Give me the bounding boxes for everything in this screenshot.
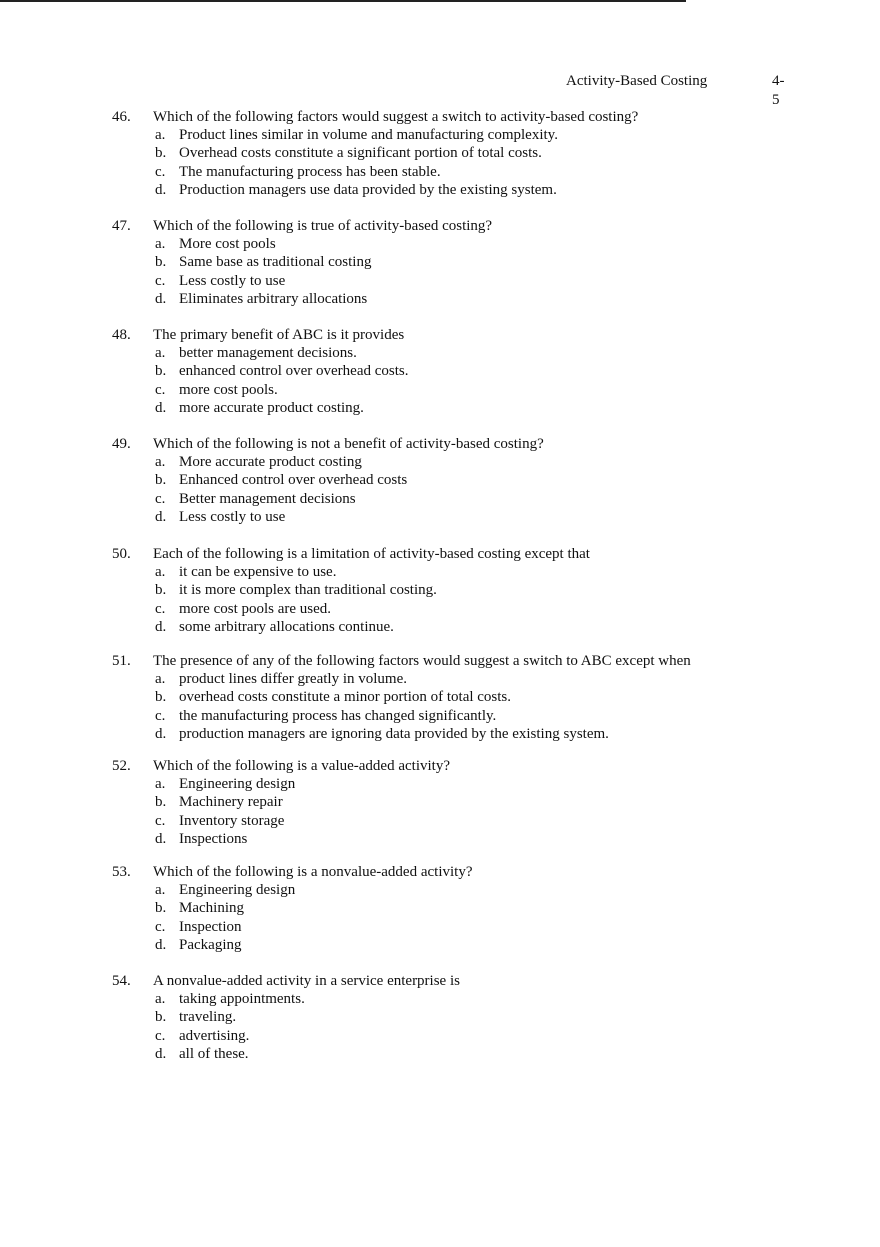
option-letter: c.	[155, 272, 166, 289]
question-48	[112, 326, 752, 418]
answer-option	[112, 381, 752, 399]
answer-option	[112, 688, 752, 706]
option-text: More accurate product costing	[179, 454, 362, 470]
option-letter: d.	[155, 726, 167, 743]
question-stem: Which of the following is a nonvalue-added activity?	[153, 864, 473, 880]
option-letter: b.	[155, 689, 167, 706]
option-letter: b.	[155, 582, 167, 599]
answer-option	[112, 1008, 752, 1026]
answer-option	[112, 290, 752, 308]
option-text: enhanced control over overhead costs.	[179, 363, 409, 380]
answer-option	[112, 453, 752, 471]
answer-option	[112, 272, 752, 290]
answer-option	[112, 181, 752, 199]
option-text: Machining	[179, 900, 244, 917]
answer-option	[112, 881, 752, 899]
question-stem: Which of the following is true of activity-based costing?	[153, 218, 493, 234]
option-letter: b.	[155, 900, 167, 917]
option-text: more accurate product costing.	[179, 400, 364, 417]
answer-option	[112, 163, 752, 181]
question-49	[112, 435, 752, 527]
option-letter: b.	[155, 254, 167, 271]
answer-option	[112, 812, 752, 830]
option-letter: b.	[155, 794, 167, 811]
option-letter: a.	[155, 127, 166, 143]
option-letter: b.	[155, 363, 167, 380]
answer-option	[112, 670, 752, 688]
option-letter: a.	[155, 882, 166, 898]
answer-option	[112, 1045, 752, 1063]
answer-option	[112, 936, 752, 954]
option-text: production managers are ignoring data provided by the existing system.	[179, 726, 609, 743]
option-text: Product lines similar in volume and manufacturing complexity.	[179, 127, 558, 143]
option-text: better management decisions.	[179, 345, 357, 361]
question-51	[112, 652, 752, 744]
option-letter: b.	[155, 145, 167, 162]
option-text: it can be expensive to use.	[179, 564, 337, 580]
option-text: Overhead costs constitute a significant portion of total costs.	[179, 145, 542, 162]
question-stem: Each of the following is a limitation of activity-based costing except that	[153, 546, 590, 562]
question-stem: Which of the following is not a benefit of activity-based costing?	[153, 436, 544, 452]
question-number: 48.	[112, 327, 131, 343]
option-letter: a.	[155, 564, 166, 580]
option-letter: c.	[155, 812, 166, 829]
option-letter: a.	[155, 776, 166, 792]
answer-option	[112, 490, 752, 508]
answer-option	[112, 775, 752, 793]
option-text: Engineering design	[179, 882, 296, 898]
option-letter: d.	[155, 619, 167, 636]
answer-option	[112, 618, 752, 636]
answer-option	[112, 918, 752, 936]
option-text: The manufacturing process has been stable.	[179, 163, 441, 180]
answer-option	[112, 126, 752, 144]
answer-option	[112, 235, 752, 253]
option-letter: c.	[155, 707, 166, 724]
option-text: Better management decisions	[179, 490, 356, 507]
answer-option	[112, 899, 752, 917]
option-text: all of these.	[179, 1046, 249, 1063]
answer-option	[112, 344, 752, 362]
option-text: Less costly to use	[179, 509, 286, 526]
answer-option	[112, 563, 752, 581]
option-letter: d.	[155, 937, 167, 954]
option-text: Inspections	[179, 831, 248, 848]
option-letter: a.	[155, 671, 166, 687]
question-number: 52.	[112, 758, 131, 774]
option-text: Inventory storage	[179, 812, 285, 829]
top-rule	[0, 0, 686, 2]
question-53	[112, 863, 752, 955]
option-text: the manufacturing process has changed significantly.	[179, 707, 497, 724]
option-text: Engineering design	[179, 776, 296, 792]
page-number-line-1: 4-	[772, 73, 785, 89]
option-text: product lines differ greatly in volume.	[179, 671, 407, 687]
option-text: Less costly to use	[179, 272, 286, 289]
answer-option	[112, 253, 752, 271]
answer-option	[112, 144, 752, 162]
option-letter: b.	[155, 472, 167, 489]
answer-option	[112, 1027, 752, 1045]
question-46	[112, 108, 752, 200]
question-stem: A nonvalue-added activity in a service enterprise is	[153, 973, 460, 989]
answer-option	[112, 362, 752, 380]
answer-option	[112, 725, 752, 743]
question-number: 47.	[112, 218, 131, 234]
option-letter: c.	[155, 381, 166, 398]
answer-option	[112, 990, 752, 1008]
option-letter: a.	[155, 236, 166, 252]
page-number	[772, 72, 792, 110]
page-number-line-2: 5	[772, 92, 780, 108]
option-letter: b.	[155, 1009, 167, 1026]
option-letter: d.	[155, 1046, 167, 1063]
question-54	[112, 972, 752, 1064]
question-52	[112, 757, 752, 849]
option-letter: d.	[155, 291, 167, 308]
question-stem: The presence of any of the following factors would suggest a switch to ABC except when	[153, 653, 691, 669]
question-number: 54.	[112, 973, 131, 989]
option-letter: d.	[155, 400, 167, 417]
option-text: advertising.	[179, 1027, 250, 1044]
option-text: it is more complex than traditional costing.	[179, 582, 437, 599]
option-letter: d.	[155, 509, 167, 526]
option-letter: c.	[155, 163, 166, 180]
answer-option	[112, 581, 752, 599]
answer-option	[112, 830, 752, 848]
option-letter: c.	[155, 490, 166, 507]
question-number: 53.	[112, 864, 131, 880]
option-text: Packaging	[179, 937, 242, 954]
option-text: Eliminates arbitrary allocations	[179, 291, 368, 308]
option-text: more cost pools.	[179, 381, 278, 398]
question-number: 49.	[112, 436, 131, 452]
question-47	[112, 217, 752, 309]
option-letter: d.	[155, 831, 167, 848]
answer-option	[112, 600, 752, 618]
question-stem: The primary benefit of ABC is it provides	[153, 327, 405, 343]
question-stem: Which of the following factors would suggest a switch to activity-based costing?	[153, 109, 639, 125]
option-text: Inspection	[179, 918, 242, 935]
option-text: taking appointments.	[179, 991, 305, 1007]
option-text: Same base as traditional costing	[179, 254, 372, 271]
question-number: 51.	[112, 653, 131, 669]
option-letter: c.	[155, 918, 166, 935]
option-text: Machinery repair	[179, 794, 283, 811]
option-text: Production managers use data provided by the existing system.	[179, 182, 557, 199]
option-letter: c.	[155, 600, 166, 617]
question-number: 50.	[112, 546, 131, 562]
answer-option	[112, 399, 752, 417]
option-letter: d.	[155, 182, 167, 199]
option-letter: c.	[155, 1027, 166, 1044]
option-letter: a.	[155, 991, 166, 1007]
option-text: traveling.	[179, 1009, 237, 1026]
question-number: 46.	[112, 109, 131, 125]
answer-option	[112, 793, 752, 811]
option-text: More cost pools	[179, 236, 276, 252]
option-text: overhead costs constitute a minor portion of total costs.	[179, 689, 512, 706]
answer-option	[112, 471, 752, 489]
answer-option	[112, 508, 752, 526]
answer-option	[112, 707, 752, 725]
running-header: Activity-Based Costing	[566, 73, 708, 89]
question-50	[112, 545, 752, 637]
option-text: Enhanced control over overhead costs	[179, 472, 408, 489]
option-letter: a.	[155, 345, 166, 361]
option-text: more cost pools are used.	[179, 600, 332, 617]
option-text: some arbitrary allocations continue.	[179, 619, 394, 636]
question-stem: Which of the following is a value-added activity?	[153, 758, 450, 774]
option-letter: a.	[155, 454, 166, 470]
